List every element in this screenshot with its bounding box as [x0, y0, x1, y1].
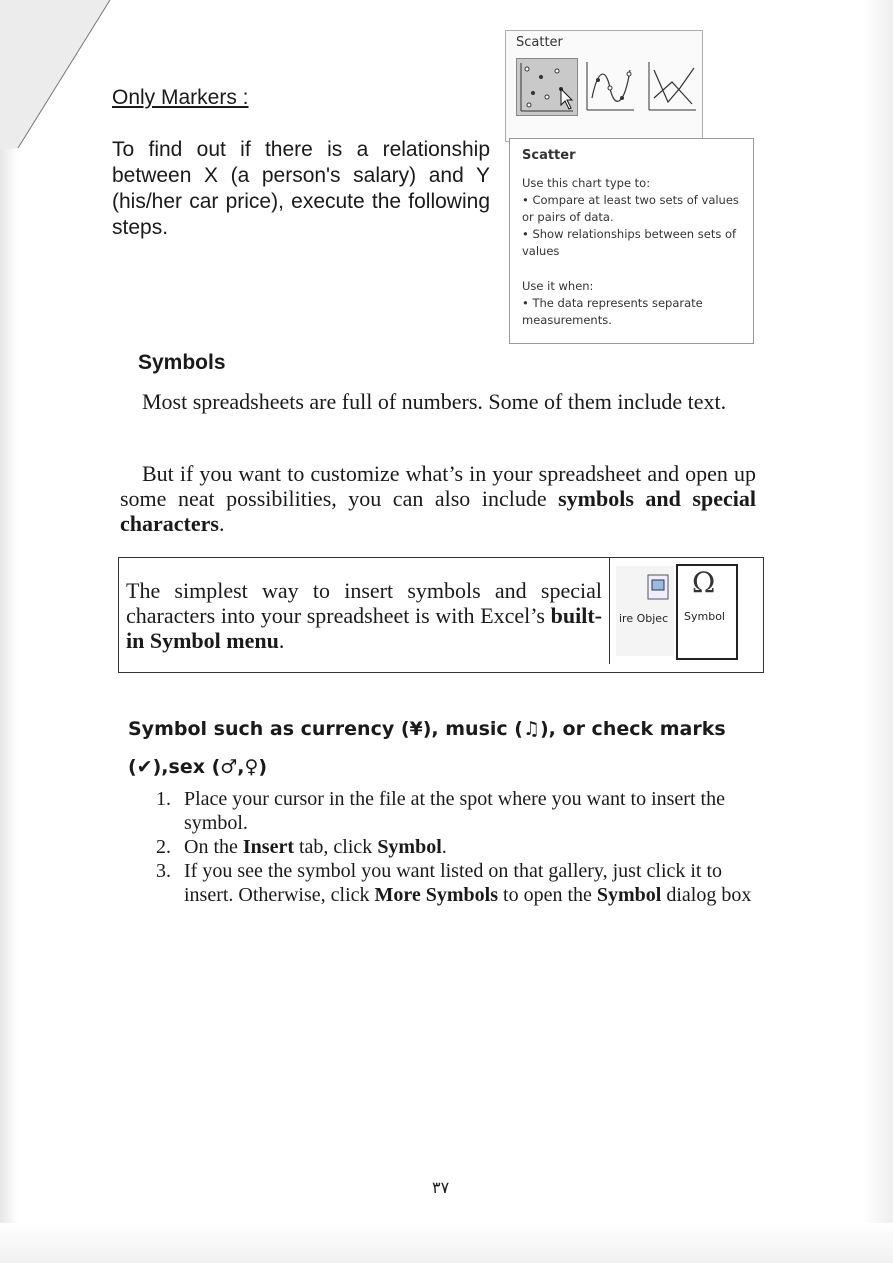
page-shadow-bottom	[0, 1223, 893, 1263]
paragraph-end: .	[218, 511, 225, 536]
note-box	[118, 557, 764, 673]
step-bold: Symbol	[596, 884, 662, 906]
tooltip-body	[522, 175, 742, 329]
symbol-examples-heading: Symbol such as currency (¥), music (♫), or check marks (✔),sex (♂,♀)	[128, 718, 726, 778]
symbol-label: Symbol	[684, 610, 725, 623]
note-end: .	[278, 628, 285, 653]
intro-paragraph: To find out if there is a relationship between X (a person's salary) and Y (his/her car price), execute the following steps.	[112, 138, 490, 239]
object-button	[616, 566, 674, 656]
step-text: to open the	[498, 884, 597, 906]
omega-icon: Ω	[692, 566, 716, 599]
paragraph-customize	[120, 461, 756, 536]
step-bold: Insert	[242, 836, 294, 858]
tooltip-use-label: Use this chart type to:	[522, 176, 651, 190]
step-number: 1.	[156, 788, 171, 810]
note-bold: built-in Symbol menu	[126, 603, 602, 653]
paragraph-numbers: Most spreadsheets are full of numbers. Some of them include text.	[142, 389, 727, 414]
tooltip-use-item: • Compare at least two sets of values or pairs of data.	[522, 193, 739, 224]
section-label: Only Markers :	[112, 86, 249, 109]
page-number: ٣٧	[432, 1178, 450, 1197]
tooltip-title: Scatter	[522, 148, 576, 163]
object-icon	[646, 572, 672, 602]
step-item	[156, 787, 758, 835]
paragraph-bold: symbols and special characters	[120, 486, 756, 536]
step-number: 3.	[156, 860, 171, 882]
step-bold: More Symbols	[374, 884, 499, 906]
step-item	[156, 859, 758, 907]
page-shadow-right	[863, 0, 893, 1263]
step-text: tab, click	[294, 836, 378, 858]
step-bold: Symbol	[377, 836, 442, 858]
object-label: ire Objec	[619, 612, 669, 625]
step-text: .	[441, 836, 447, 858]
scatter-gallery-image	[505, 30, 703, 142]
tooltip-use-item: • Show relationships between sets of values	[522, 227, 737, 258]
tooltip-when-item: • The data represents separate measurements.	[522, 296, 703, 327]
symbols-heading: Symbols	[138, 351, 226, 374]
scatter-tooltip-image	[509, 138, 754, 344]
gallery-title: Scatter	[516, 35, 563, 50]
step-text: dialog box	[661, 884, 752, 906]
paragraph-text: But if you want to customize what’s in your spreadsheet and open up some neat possibilities, you can also include	[120, 461, 756, 511]
ribbon-symbol-image	[609, 558, 763, 664]
scatter-markers-thumbnail	[516, 58, 578, 116]
steps-list	[156, 787, 758, 907]
step-text: On the	[184, 836, 243, 858]
scatter-smooth-thumbnail	[584, 58, 636, 114]
tooltip-when-label: Use it when:	[522, 279, 594, 293]
cursor-icon	[561, 89, 572, 109]
page-shadow-left	[0, 0, 18, 1263]
scatter-lines-thumbnail	[646, 58, 698, 114]
step-item	[156, 835, 758, 859]
note-text	[126, 578, 602, 653]
step-text: Place your cursor in the file at the spot where you want to insert the symbol.	[184, 788, 725, 834]
page-corner-fold	[0, 0, 120, 150]
symbol-button	[676, 564, 738, 660]
step-number: 2.	[156, 836, 171, 858]
note-plain: The simplest way to insert symbols and special characters into your spreadsheet is with Excel’s	[126, 578, 602, 628]
step-text: If you see the symbol you want listed on that gallery, just click it to insert. Otherwise, click	[184, 860, 723, 906]
